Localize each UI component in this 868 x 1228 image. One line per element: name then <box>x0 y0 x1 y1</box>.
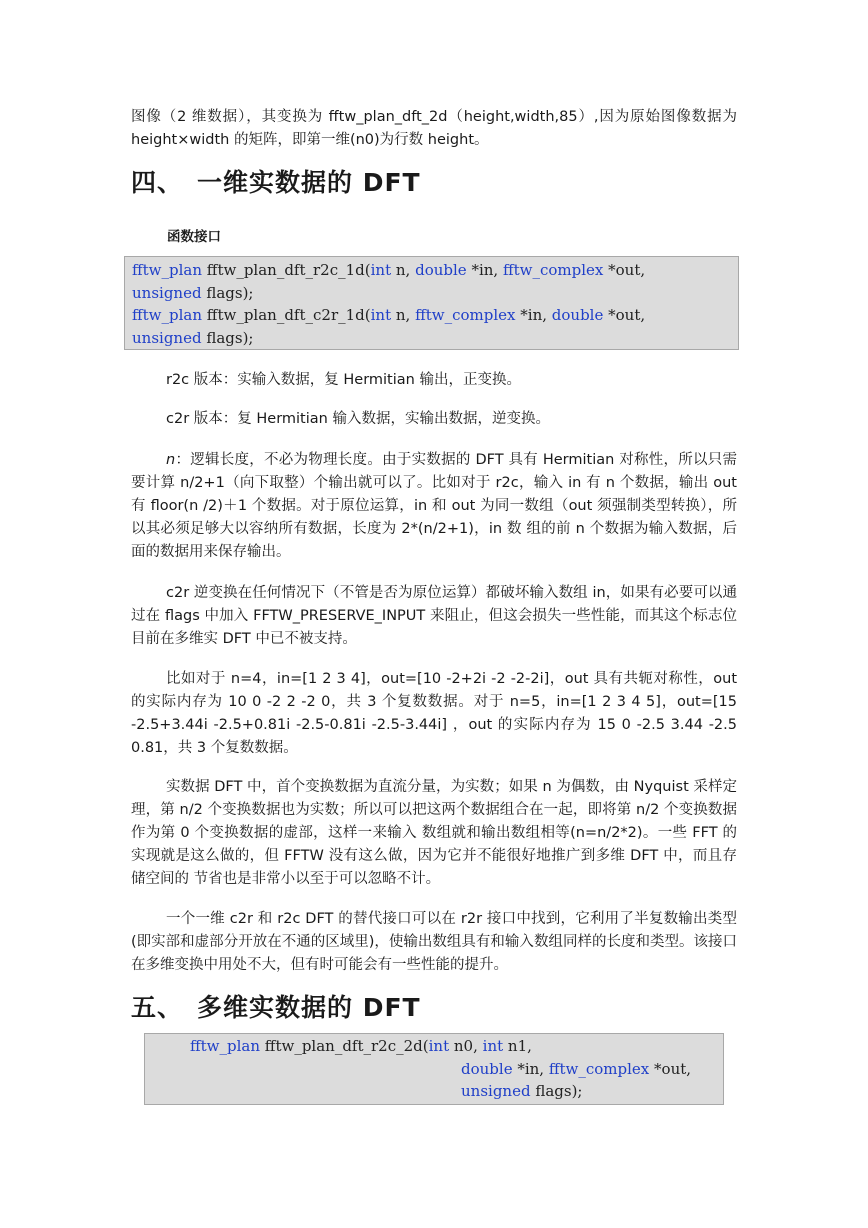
paragraph-c2r-destroys-input: c2r 逆变换在任何情况下（不管是否为原位运算）都破坏输入数组 in，如果有必要可以通过在 flags 中加入 FFTW_PRESERVE_INPUT 来阻止，但这会损失一些性能，而其这个标志位目前在多维实 DFT 中已不被支持。 <box>131 585 737 647</box>
section-5-number: 五、 <box>131 993 184 1022</box>
intro-paragraph: 图像（2 维数据），其变换为 fftw_plan_dft_2d（height,width,85）,因为原始图像数据为 height×width 的矩阵，即第一维(n0)为行数 height。 <box>131 109 737 148</box>
paragraph-c2r: c2r 版本：复 Hermitian 输入数据，实输出数据，逆变换。 <box>166 411 550 427</box>
paragraph-n-logical-length: n：逻辑长度，不必为物理长度。由于实数据的 DFT 具有 Hermitian 对称性，所以只需要计算 n/2+1（向下取整）个输出就可以了。比如对于 r2c，输入 in 有 n 个数据，输出 out 有 floor(n /2)＋1 个数据。对于原位运算，in 和 out 为同一数组（out 须强制类型转换），所以其必须足够大以容纳所有数据，长度为 2*(n/2+1)，in 数 组的前 n 个数据为输入数据，后面的数据用来保存输出。 <box>131 452 737 560</box>
section-5-heading <box>131 993 421 1023</box>
function-interface-subheading: 函数接口 <box>167 229 221 245</box>
section-5-title: 多维实数据的 DFT <box>197 993 421 1022</box>
section-4-title: 一维实数据的 DFT <box>197 168 421 197</box>
section-4-heading <box>131 168 421 198</box>
code-type: fftw_plan <box>132 261 203 279</box>
paragraph-nyquist: 实数据 DFT 中，首个变换数据为直流分量，为实数；如果 n 为偶数，由 Nyquist 采样定理，第 n/2 个变换数据也为实数；所以可以把这两个数据组合在一起，即将第 n/2 个变换数据作为第 0 个变换数据的虚部，这样一来输入 数组就和输出数组相等(n=n/2*2)。一些 FFT 的实现就是这么做的，但 FFTW 没有这么做，因为它并不能很好地推广到多维 DFT 中，而且存储空间的 节省也是非常小以至于可以忽略不计。 <box>131 779 737 887</box>
code-block-1d: fftw_plan fftw_plan_dft_r2c_1d(int n, double *in, fftw_complex *out, unsigned flags); fftw_plan fftw_plan_dft_c2r_1d(int n, fftw_complex *in, double *out, unsigned flags); <box>124 256 739 350</box>
paragraph-r2c: r2c 版本：实输入数据，复 Hermitian 输出，正变换。 <box>166 372 521 388</box>
n-label: n <box>166 452 176 468</box>
section-4-number: 四、 <box>131 168 184 197</box>
paragraph-r2r-alternative: 一个一维 c2r 和 r2c DFT 的替代接口可以在 r2r 接口中找到，它利用了半复数输出类型(即实部和虚部分开放在不通的区域里)，使输出数组具有和输入数组同样的长度和类型。该接口在多维变换中用处不大，但有时可能会有一些性能的提升。 <box>131 911 737 973</box>
paragraph-example: 比如对于 n=4，in=[1 2 3 4]，out=[10 -2+2i -2 -2-2i]，out 具有共轭对称性，out 的实际内存为 10 0 -2 2 -2 0，共 3 个复数数据。对于 n=5，in=[1 2 3 4 5]，out=[15 -2.5+3.44i -2.5+0.81i -2.5-0.81i -2.5-3.44i] ，out 的实际内存为 15 0 -2.5 3.44 -2.5 0.81，共 3 个复数数据。 <box>131 671 737 756</box>
code-block-2d: fftw_plan fftw_plan_dft_r2c_2d(int n0, int n1, double *in, fftw_complex *out, unsigned flags); <box>144 1033 724 1105</box>
